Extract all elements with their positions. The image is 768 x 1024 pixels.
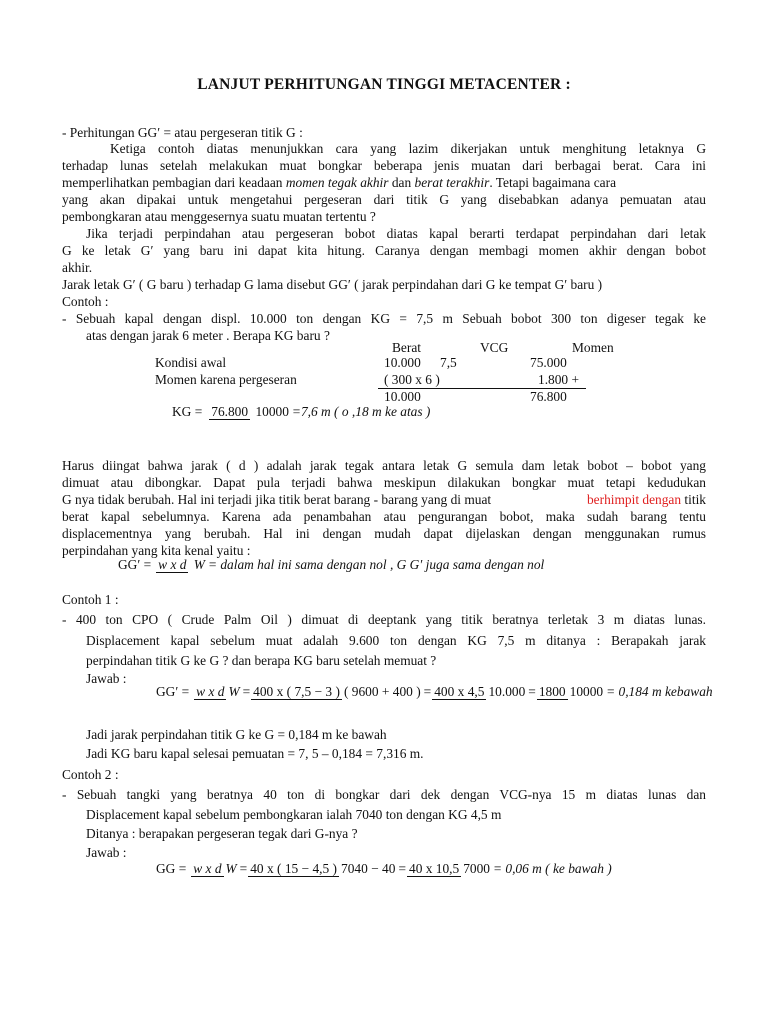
table-row1-berat: 10.000 bbox=[384, 355, 421, 370]
gg-eq-fraction: w x d W bbox=[158, 556, 205, 572]
example-1-line-3: perpindahan titik G ke G ? dan berapa KG baru setelah memuat ? bbox=[86, 653, 437, 668]
jarak-line: Jarak letak G′ ( G baru ) terhadap G lama disebut GG′ ( jarak perpindahan dari G ke tempat G′ baru ) bbox=[62, 277, 603, 292]
gg-eq-lhs: GG′ = bbox=[118, 557, 152, 572]
gg-eq-rhs: = dalam hal ini sama dengan nol , G G′ juga sama dengan nol bbox=[207, 557, 545, 572]
example-2-jawab: Jawab : bbox=[86, 845, 127, 860]
table-row1-momen: 75.000 bbox=[530, 355, 567, 370]
table-row3-momen: 76.800 bbox=[530, 389, 567, 404]
contoh-2-heading: Contoh 2 : bbox=[62, 767, 119, 782]
example-1-answer-1: Jadi jarak perpindahan titik G ke G = 0,184 m ke bawah bbox=[86, 727, 387, 742]
page-title: LANJUT PERHITUNGAN TINGGI METACENTER : bbox=[197, 76, 571, 93]
table-row3-berat: 10.000 bbox=[384, 389, 421, 404]
highlight-berhimpit: berhimpit dengan bbox=[586, 492, 682, 507]
paragraph-1-line-5: pembongkaran atau menggesernya suatu muatan tertentu ? bbox=[62, 209, 376, 224]
paragraph-3-line-6: perpindahan yang kita kenal yaitu : bbox=[62, 543, 251, 558]
example-2-line-1: - Sebuah tangki yang beratnya 40 ton di bongkar dari dek dengan VCG-nya 15 m diatas lunas dan bbox=[62, 787, 706, 802]
example-1-line-1: - 400 ton CPO ( Crude Palm Oil ) dimuat di deeptank yang titik beratnya terletak 3 m diatas lunas. bbox=[62, 612, 706, 627]
paragraph-3-line-5: displacementnya yang berubah. Hal ini dengan mudah dapat dijelaskan dengan menggunakan rumus bbox=[62, 526, 706, 541]
table-row2-label: Momen karena pergeseran bbox=[155, 372, 297, 387]
paragraph-1-line-3: memperlihatkan pembagian dari keadaan momen tegak akhir dan berat terakhir. Tetapi bagaimana cara bbox=[62, 175, 617, 190]
example-0-line-2: atas dengan jarak 6 meter . Berapa KG baru ? bbox=[86, 328, 330, 343]
kg-eq-lhs: KG = bbox=[172, 404, 203, 419]
contoh-heading: Contoh : bbox=[62, 294, 109, 309]
paragraph-2-line-2: G ke letak G′ yang baru ini dapat kita hitung. Caranya dengan membagi momen akhir dengan bobot bbox=[62, 243, 706, 258]
paragraph-1-line-4: yang akan dipakai untuk mengetahui pergeseran dari titik G yang disebabkan adanya pemuatan atau bbox=[62, 192, 706, 207]
kg-equation bbox=[172, 404, 430, 420]
kg-eq-numerator: 76.800 bbox=[211, 403, 249, 419]
example-1-jawab: Jawab : bbox=[86, 671, 127, 686]
table-row2-berat: ( 300 x 6 ) bbox=[378, 372, 586, 389]
table-header-vcg: VCG bbox=[480, 340, 509, 355]
table-header-momen: Momen bbox=[572, 340, 614, 355]
table-row1-vcg: 7,5 bbox=[440, 355, 457, 370]
kg-eq-denominator: 10000 bbox=[255, 403, 289, 419]
equation-2: GG = w x d W = 40 x ( 15 − 4,5 ) 7040 − 40 = 40 x 10,5 7000 = 0,06 m ( ke bawah ) bbox=[156, 860, 612, 876]
kg-eq-rhs: =7,6 m ( o ,18 m ke atas ) bbox=[291, 404, 431, 419]
example-0-line-1: - Sebuah kapal dengan displ. 10.000 ton dengan KG = 7,5 m Sebuah bobot 300 ton digeser tegak ke bbox=[62, 311, 706, 326]
paragraph-1-line-1: Ketiga contoh diatas menunjukkan cara yang lazim dikerjakan untuk menghitung letaknya G bbox=[110, 141, 706, 156]
paragraph-3-line-2: dimuat atau dibongkar. Dapat pula terjadi bahwa meskipun dilakukan bongkar muat tetapi kedudukan bbox=[62, 475, 706, 490]
gg-equation bbox=[118, 557, 544, 573]
table-row2-momen: 1.800 + bbox=[538, 372, 580, 387]
contoh-1-heading: Contoh 1 : bbox=[62, 592, 119, 607]
example-1-line-2: Displacement kapal sebelum muat adalah 9.600 ton dengan KG 7,5 m ditanya : Berapakah jarak bbox=[86, 633, 706, 648]
paragraph-3-line-1: Harus diingat bahwa jarak ( d ) adalah jarak tegak antara letak G semula dam letak bobot – bobot yang bbox=[62, 458, 706, 473]
example-2-line-2: Displacement kapal sebelum pembongkaran ialah 7040 ton dengan KG 4,5 m bbox=[86, 807, 502, 822]
paragraph-1-line-2: terhadap lunas setelah melakukan muat bongkar beberapa jenis muatan dari berbagai berat. Cara ini bbox=[62, 158, 706, 173]
paragraph-3-line-3: G nya tidak berubah. Hal ini terjadi jika titik berat barang - barang yang di muat berhimpit dengan titik bbox=[62, 492, 706, 507]
paragraph-2-line-3: akhir. bbox=[62, 260, 93, 275]
paragraph-3-line-4: berat kapal sebelumnya. Karena ada penambahan atau pengurangan bobot, maka sudah barang tentu bbox=[62, 509, 706, 524]
kg-eq-fraction bbox=[209, 405, 291, 420]
bullet-perhitungan: - Perhitungan GG′ = atau pergeseran titik G : bbox=[62, 125, 303, 140]
table-row1-label: Kondisi awal bbox=[155, 355, 227, 370]
equation-1: GG′ = w x d W = 400 x ( 7,5 − 3 ) ( 9600 + 400 ) = 400 x 4,5 10.000 = 1800 10000 = 0,184 m kebawah bbox=[156, 683, 713, 699]
example-1-answer-2: Jadi KG baru kapal selesai pemuatan = 7, 5 – 0,184 = 7,316 m. bbox=[86, 746, 424, 761]
table-header-berat: Berat bbox=[392, 340, 421, 355]
paragraph-2-line-1: Jika terjadi perpindahan atau pergeseran bobot diatas kapal berarti terdapat perpindahan dari letak bbox=[86, 226, 706, 241]
example-2-line-3: Ditanya : berapakan pergeseran tegak dari G-nya ? bbox=[86, 826, 358, 841]
